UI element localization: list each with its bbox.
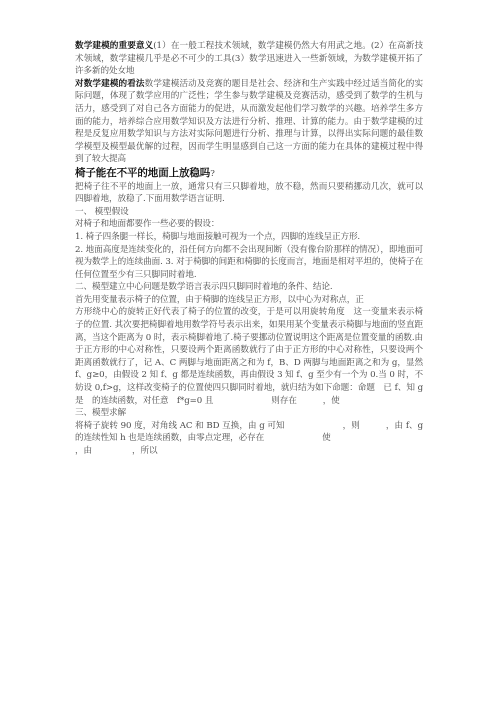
section-assumptions-title: 一、 模型假设: [75, 206, 129, 217]
heading-significance: 数学建模的重要意义: [75, 41, 154, 51]
heading-chair: 椅子能在不平的地面上放稳吗: [75, 166, 211, 179]
solution-text-1: 将椅子旋转 90 度，对角线 AC 和 BD 互换，由 g 可知: [75, 420, 285, 431]
solution-end-2: ，所以: [132, 446, 158, 456]
assumption-2-3: 2. 地面高度是连续变化的，沿任何方向都不会出现间断（没有像台阶那样的情况），即地面可视为数学上的连续曲面. 3. 对于椅脚的间距和椅脚的长度而言，地面是相对平坦的，使椅子在任何位置至少有三只脚同时着地.: [75, 244, 423, 280]
heading-chair-suffix: ?: [210, 168, 215, 179]
section-solution-title: 三、模型求解: [75, 408, 126, 419]
assumption-1: 1. 椅子四条腿一样长，椅脚与地面接触可视为一个点，四脚的连线呈正方形.: [75, 231, 361, 242]
model-body-text: 方形绕中心的旋转正好代表了椅子的位置的改变，于是可以用旋转角度 这一变量来表示椅子的位置. 其次要把椅脚着地用数学符号表示出来，如果用某个变量表示椅脚与地面的竖直距离，当这个距离为 0 时，表示椅脚着地了.椅子要挪动位置说明这个距离是位置变量的函数.由于正方形的中心对称性，只要设两个距离函数就行了由于正方形的中心对称性，只要设两个距离函数就行了，记 A、C 两脚与地面距离之和为 f，B、D 两脚与地面距离之和为 g，显然 f、g≥0，由假设 2 知 f、g 都是连续函数，再由假设 3 知 f、g 至少有一个为 0.当 0 时，不妨设 0,f>g，这样改变椅子的位置使四只脚同时着地，就归结为如下命题：命题 已 f、知 g 是 的连续函数，对任意 f*g=0 且: [75, 307, 423, 406]
model-body: [75, 306, 423, 407]
paragraph-chair-title: [75, 166, 423, 181]
model-body-tail-2: ，使: [322, 395, 340, 406]
paragraph-views: [75, 78, 423, 166]
solution-text-3: ，由 f、g 的连续性知 h 也是连续函数，由零点定理，必存在: [75, 420, 423, 444]
chair-intro: 把椅子往不平的地面上一放，通常只有三只脚着地，放不稳，然而只要稍挪动几次，就可以四脚着地，放稳了.下面用数学语言证明.: [75, 181, 423, 205]
solution-end-1: ，由: [75, 446, 92, 456]
solution-end: [75, 445, 423, 458]
model-body-tail-1: 则存在: [271, 395, 297, 406]
solution-text-4: 使: [322, 433, 331, 444]
document-page: [75, 40, 423, 458]
section-model-title: 二、模型建立中心问题是数学语言表示四只脚同时着地的条件、结论.: [75, 282, 333, 293]
views-text: 数学建模活动及竞赛的题目是社会、经济和生产实践中经过适当简化的实际问题，体现了数学应用的广泛性；学生参与数学建模及竞赛活动，感受到了数学的生机与活力，感受到了对自己各方面能力的促进，从而激发起他们学习数学的兴趣。培养学生多方面的能力，培养综合应用数学知识及方法进行分析、推理、计算的能力。由于数学建模的过程是反复应用数学知识与方法对实际问题进行分析、推理与计算，以得出实际问题的最佳数学模型及模型最优解的过程，因而学生明显感到自己这一方面的能力在具体的建模过程中得到了较大提高: [75, 78, 423, 165]
heading-views: 对数学建模的看法: [75, 78, 145, 89]
model-line-1: 首先用变量表示椅子的位置，由于椅脚的连线呈正方形，以中心为对称点，正: [75, 294, 364, 305]
assumptions-lead: 对椅子和地面都要作一些必要的假设：: [75, 219, 220, 230]
solution-text-2: ，则: [342, 420, 360, 431]
paragraph-significance: [75, 40, 423, 78]
significance-text: (1）在一般工程技术领域，数学建模仍然大有用武之地。(2）在高新技术领域，数学建模几乎是必不可少的工具(3）数学迅速进入一些新领域，为数学建模开拓了许多新的处女地: [75, 41, 423, 77]
solution-body: [75, 420, 423, 445]
